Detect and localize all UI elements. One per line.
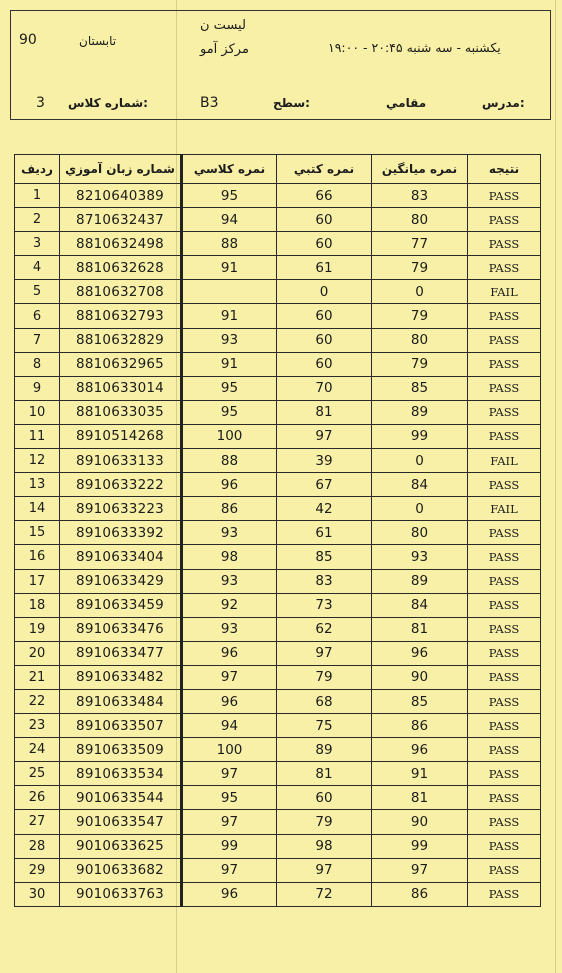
student-id-cell: 8910633459 bbox=[60, 593, 182, 617]
written-score-cell: 0 bbox=[277, 280, 372, 304]
written-score-cell: 97 bbox=[277, 858, 372, 882]
result-cell: PASS bbox=[468, 424, 541, 448]
class-score-cell: 96 bbox=[182, 882, 277, 906]
average-score-cell: 0 bbox=[372, 449, 468, 473]
class-score-cell: 92 bbox=[182, 593, 277, 617]
class-score-cell: 88 bbox=[182, 449, 277, 473]
result-cell: FAIL bbox=[468, 497, 541, 521]
written-score-cell: 60 bbox=[277, 352, 372, 376]
table-row bbox=[15, 617, 541, 641]
table-row bbox=[15, 497, 541, 521]
row-number-cell: 27 bbox=[15, 810, 60, 834]
student-id-cell: 8910514268 bbox=[60, 424, 182, 448]
average-score-cell: 91 bbox=[372, 762, 468, 786]
written-score-cell: 81 bbox=[277, 400, 372, 424]
student-id-cell: 8810632628 bbox=[60, 256, 182, 280]
row-number-cell: 20 bbox=[15, 641, 60, 665]
average-score-cell: 99 bbox=[372, 834, 468, 858]
written-score-cell: 60 bbox=[277, 232, 372, 256]
row-number-cell: 1 bbox=[15, 184, 60, 208]
result-cell: PASS bbox=[468, 232, 541, 256]
student-id-cell: 8910633509 bbox=[60, 738, 182, 762]
average-score-cell: 0 bbox=[372, 497, 468, 521]
result-cell: FAIL bbox=[468, 280, 541, 304]
average-score-cell: 77 bbox=[372, 232, 468, 256]
average-score-cell: 79 bbox=[372, 304, 468, 328]
average-score-cell: 90 bbox=[372, 810, 468, 834]
table-row bbox=[15, 762, 541, 786]
header-class-no: 3 bbox=[36, 95, 45, 111]
row-number-cell: 29 bbox=[15, 858, 60, 882]
class-score-cell: 100 bbox=[182, 738, 277, 762]
class-score-cell: 91 bbox=[182, 304, 277, 328]
table-row bbox=[15, 689, 541, 713]
written-score-cell: 61 bbox=[277, 521, 372, 545]
header-title: لیست ن bbox=[200, 18, 246, 33]
average-score-cell: 93 bbox=[372, 545, 468, 569]
student-id-cell: 9010633763 bbox=[60, 882, 182, 906]
header-schedule: یکشنبه - سه شنبه ۲۰:۴۵ - ۱۹:۰۰ bbox=[328, 40, 501, 55]
row-number-cell: 11 bbox=[15, 424, 60, 448]
student-id-cell: 8910633507 bbox=[60, 714, 182, 738]
written-score-cell: 75 bbox=[277, 714, 372, 738]
table-row bbox=[15, 400, 541, 424]
paper-fold-right bbox=[555, 0, 556, 973]
table-row bbox=[15, 834, 541, 858]
result-cell: PASS bbox=[468, 641, 541, 665]
average-score-cell: 83 bbox=[372, 184, 468, 208]
class-score-cell: 88 bbox=[182, 232, 277, 256]
written-score-cell: 70 bbox=[277, 376, 372, 400]
result-cell: PASS bbox=[468, 617, 541, 641]
student-id-cell: 8910633534 bbox=[60, 762, 182, 786]
result-cell: PASS bbox=[468, 521, 541, 545]
student-id-cell: 8810632708 bbox=[60, 280, 182, 304]
table-row bbox=[15, 208, 541, 232]
class-score-cell: 93 bbox=[182, 569, 277, 593]
row-number-cell: 5 bbox=[15, 280, 60, 304]
table-header-row bbox=[15, 155, 541, 184]
result-cell: PASS bbox=[468, 376, 541, 400]
row-number-cell: 19 bbox=[15, 617, 60, 641]
class-score-cell: 97 bbox=[182, 762, 277, 786]
class-score-cell: 96 bbox=[182, 641, 277, 665]
row-number-cell: 30 bbox=[15, 882, 60, 906]
class-score-cell: 93 bbox=[182, 521, 277, 545]
table-row bbox=[15, 810, 541, 834]
row-number-cell: 23 bbox=[15, 714, 60, 738]
class-score-cell bbox=[182, 280, 277, 304]
class-score-cell: 95 bbox=[182, 400, 277, 424]
class-score-cell: 86 bbox=[182, 497, 277, 521]
student-id-cell: 8810633035 bbox=[60, 400, 182, 424]
table-row bbox=[15, 328, 541, 352]
student-id-cell: 8910633484 bbox=[60, 689, 182, 713]
class-score-cell: 95 bbox=[182, 184, 277, 208]
result-cell: PASS bbox=[468, 328, 541, 352]
table-row bbox=[15, 714, 541, 738]
result-cell: PASS bbox=[468, 689, 541, 713]
average-score-cell: 81 bbox=[372, 786, 468, 810]
table-row bbox=[15, 521, 541, 545]
table-row bbox=[15, 641, 541, 665]
written-score-cell: 97 bbox=[277, 641, 372, 665]
row-number-cell: 7 bbox=[15, 328, 60, 352]
result-cell: PASS bbox=[468, 786, 541, 810]
row-number-cell: 25 bbox=[15, 762, 60, 786]
row-number-cell: 12 bbox=[15, 449, 60, 473]
header-level: B3 bbox=[200, 95, 219, 111]
average-score-cell: 96 bbox=[372, 641, 468, 665]
row-number-cell: 17 bbox=[15, 569, 60, 593]
table-row bbox=[15, 232, 541, 256]
row-number-cell: 6 bbox=[15, 304, 60, 328]
result-cell: FAIL bbox=[468, 449, 541, 473]
written-score-cell: 61 bbox=[277, 256, 372, 280]
written-score-cell: 39 bbox=[277, 449, 372, 473]
average-score-cell: 90 bbox=[372, 665, 468, 689]
student-id-cell: 8910633404 bbox=[60, 545, 182, 569]
header-class-no-label: شماره کلاس: bbox=[68, 96, 148, 110]
student-id-cell: 8810632793 bbox=[60, 304, 182, 328]
class-score-cell: 97 bbox=[182, 665, 277, 689]
written-score-cell: 66 bbox=[277, 184, 372, 208]
student-id-cell: 8210640389 bbox=[60, 184, 182, 208]
written-score-cell: 68 bbox=[277, 689, 372, 713]
row-number-cell: 9 bbox=[15, 376, 60, 400]
table-row bbox=[15, 473, 541, 497]
result-cell: PASS bbox=[468, 858, 541, 882]
result-cell: PASS bbox=[468, 762, 541, 786]
written-score-cell: 79 bbox=[277, 665, 372, 689]
class-score-cell: 94 bbox=[182, 208, 277, 232]
class-score-cell: 100 bbox=[182, 424, 277, 448]
average-score-cell: 80 bbox=[372, 521, 468, 545]
row-number-cell: 15 bbox=[15, 521, 60, 545]
col-header-result: نتيجه bbox=[468, 155, 541, 184]
average-score-cell: 80 bbox=[372, 328, 468, 352]
row-number-cell: 18 bbox=[15, 593, 60, 617]
table-row bbox=[15, 376, 541, 400]
result-cell: PASS bbox=[468, 593, 541, 617]
written-score-cell: 60 bbox=[277, 328, 372, 352]
average-score-cell: 84 bbox=[372, 593, 468, 617]
row-number-cell: 8 bbox=[15, 352, 60, 376]
table-row bbox=[15, 424, 541, 448]
written-score-cell: 97 bbox=[277, 424, 372, 448]
row-number-cell: 13 bbox=[15, 473, 60, 497]
average-score-cell: 86 bbox=[372, 882, 468, 906]
row-number-cell: 28 bbox=[15, 834, 60, 858]
class-score-cell: 97 bbox=[182, 858, 277, 882]
table-row bbox=[15, 665, 541, 689]
student-id-cell: 8810632829 bbox=[60, 328, 182, 352]
header-teacher: مقامي bbox=[386, 96, 427, 110]
row-number-cell: 26 bbox=[15, 786, 60, 810]
class-score-cell: 95 bbox=[182, 376, 277, 400]
header-teacher-label: مدرس: bbox=[482, 96, 525, 110]
table-row bbox=[15, 882, 541, 906]
class-score-cell: 93 bbox=[182, 617, 277, 641]
header-season: تابستان bbox=[79, 34, 117, 48]
table-row bbox=[15, 858, 541, 882]
result-cell: PASS bbox=[468, 834, 541, 858]
col-header-written-score: نمره كتبي bbox=[277, 155, 372, 184]
student-id-cell: 9010633625 bbox=[60, 834, 182, 858]
written-score-cell: 42 bbox=[277, 497, 372, 521]
written-score-cell: 67 bbox=[277, 473, 372, 497]
row-number-cell: 22 bbox=[15, 689, 60, 713]
row-number-cell: 2 bbox=[15, 208, 60, 232]
header-level-label: سطح: bbox=[273, 96, 310, 110]
average-score-cell: 0 bbox=[372, 280, 468, 304]
student-id-cell: 8910633392 bbox=[60, 521, 182, 545]
grades-table bbox=[14, 154, 541, 907]
written-score-cell: 81 bbox=[277, 762, 372, 786]
student-id-cell: 9010633547 bbox=[60, 810, 182, 834]
class-score-cell: 96 bbox=[182, 473, 277, 497]
result-cell: PASS bbox=[468, 256, 541, 280]
class-score-cell: 97 bbox=[182, 810, 277, 834]
table-row bbox=[15, 449, 541, 473]
written-score-cell: 60 bbox=[277, 786, 372, 810]
student-id-cell: 8810633014 bbox=[60, 376, 182, 400]
header-year: 90 bbox=[19, 32, 37, 48]
written-score-cell: 85 bbox=[277, 545, 372, 569]
result-cell: PASS bbox=[468, 810, 541, 834]
class-score-cell: 99 bbox=[182, 834, 277, 858]
col-header-row: رديف bbox=[15, 155, 60, 184]
student-id-cell: 8910633476 bbox=[60, 617, 182, 641]
class-score-cell: 93 bbox=[182, 328, 277, 352]
table-row bbox=[15, 786, 541, 810]
result-cell: PASS bbox=[468, 184, 541, 208]
result-cell: PASS bbox=[468, 569, 541, 593]
written-score-cell: 98 bbox=[277, 834, 372, 858]
table-row bbox=[15, 304, 541, 328]
result-cell: PASS bbox=[468, 665, 541, 689]
student-id-cell: 8910633223 bbox=[60, 497, 182, 521]
average-score-cell: 84 bbox=[372, 473, 468, 497]
class-score-cell: 95 bbox=[182, 786, 277, 810]
result-cell: PASS bbox=[468, 304, 541, 328]
average-score-cell: 81 bbox=[372, 617, 468, 641]
result-cell: PASS bbox=[468, 714, 541, 738]
table-row bbox=[15, 545, 541, 569]
student-id-cell: 8910633477 bbox=[60, 641, 182, 665]
class-score-cell: 98 bbox=[182, 545, 277, 569]
student-id-cell: 8810632498 bbox=[60, 232, 182, 256]
row-number-cell: 16 bbox=[15, 545, 60, 569]
result-cell: PASS bbox=[468, 738, 541, 762]
col-header-student-id: شماره زبان آموزي bbox=[60, 155, 182, 184]
student-id-cell: 8910633429 bbox=[60, 569, 182, 593]
result-cell: PASS bbox=[468, 882, 541, 906]
table-row bbox=[15, 569, 541, 593]
student-id-cell: 8710632437 bbox=[60, 208, 182, 232]
table-row bbox=[15, 184, 541, 208]
written-score-cell: 60 bbox=[277, 208, 372, 232]
average-score-cell: 79 bbox=[372, 352, 468, 376]
average-score-cell: 89 bbox=[372, 400, 468, 424]
table-row bbox=[15, 352, 541, 376]
student-id-cell: 8910633133 bbox=[60, 449, 182, 473]
result-cell: PASS bbox=[468, 545, 541, 569]
row-number-cell: 4 bbox=[15, 256, 60, 280]
class-score-cell: 96 bbox=[182, 689, 277, 713]
written-score-cell: 83 bbox=[277, 569, 372, 593]
row-number-cell: 3 bbox=[15, 232, 60, 256]
average-score-cell: 80 bbox=[372, 208, 468, 232]
table-row bbox=[15, 280, 541, 304]
average-score-cell: 85 bbox=[372, 689, 468, 713]
written-score-cell: 89 bbox=[277, 738, 372, 762]
average-score-cell: 96 bbox=[372, 738, 468, 762]
average-score-cell: 97 bbox=[372, 858, 468, 882]
col-header-class-score: نمره كلاسي bbox=[182, 155, 277, 184]
written-score-cell: 60 bbox=[277, 304, 372, 328]
average-score-cell: 79 bbox=[372, 256, 468, 280]
result-cell: PASS bbox=[468, 352, 541, 376]
table-row bbox=[15, 738, 541, 762]
average-score-cell: 99 bbox=[372, 424, 468, 448]
written-score-cell: 72 bbox=[277, 882, 372, 906]
written-score-cell: 73 bbox=[277, 593, 372, 617]
table-row bbox=[15, 593, 541, 617]
student-id-cell: 8910633482 bbox=[60, 665, 182, 689]
student-id-cell: 9010633682 bbox=[60, 858, 182, 882]
written-score-cell: 79 bbox=[277, 810, 372, 834]
table-row bbox=[15, 256, 541, 280]
row-number-cell: 21 bbox=[15, 665, 60, 689]
header-center: مرکز آمو bbox=[200, 42, 249, 57]
result-cell: PASS bbox=[468, 208, 541, 232]
result-cell: PASS bbox=[468, 400, 541, 424]
row-number-cell: 14 bbox=[15, 497, 60, 521]
class-score-cell: 91 bbox=[182, 256, 277, 280]
student-id-cell: 8810632965 bbox=[60, 352, 182, 376]
row-number-cell: 10 bbox=[15, 400, 60, 424]
written-score-cell: 62 bbox=[277, 617, 372, 641]
class-score-cell: 94 bbox=[182, 714, 277, 738]
average-score-cell: 85 bbox=[372, 376, 468, 400]
average-score-cell: 86 bbox=[372, 714, 468, 738]
row-number-cell: 24 bbox=[15, 738, 60, 762]
average-score-cell: 89 bbox=[372, 569, 468, 593]
student-id-cell: 9010633544 bbox=[60, 786, 182, 810]
col-header-average-score: نمره ميانگين bbox=[372, 155, 468, 184]
student-id-cell: 8910633222 bbox=[60, 473, 182, 497]
result-cell: PASS bbox=[468, 473, 541, 497]
class-score-cell: 91 bbox=[182, 352, 277, 376]
